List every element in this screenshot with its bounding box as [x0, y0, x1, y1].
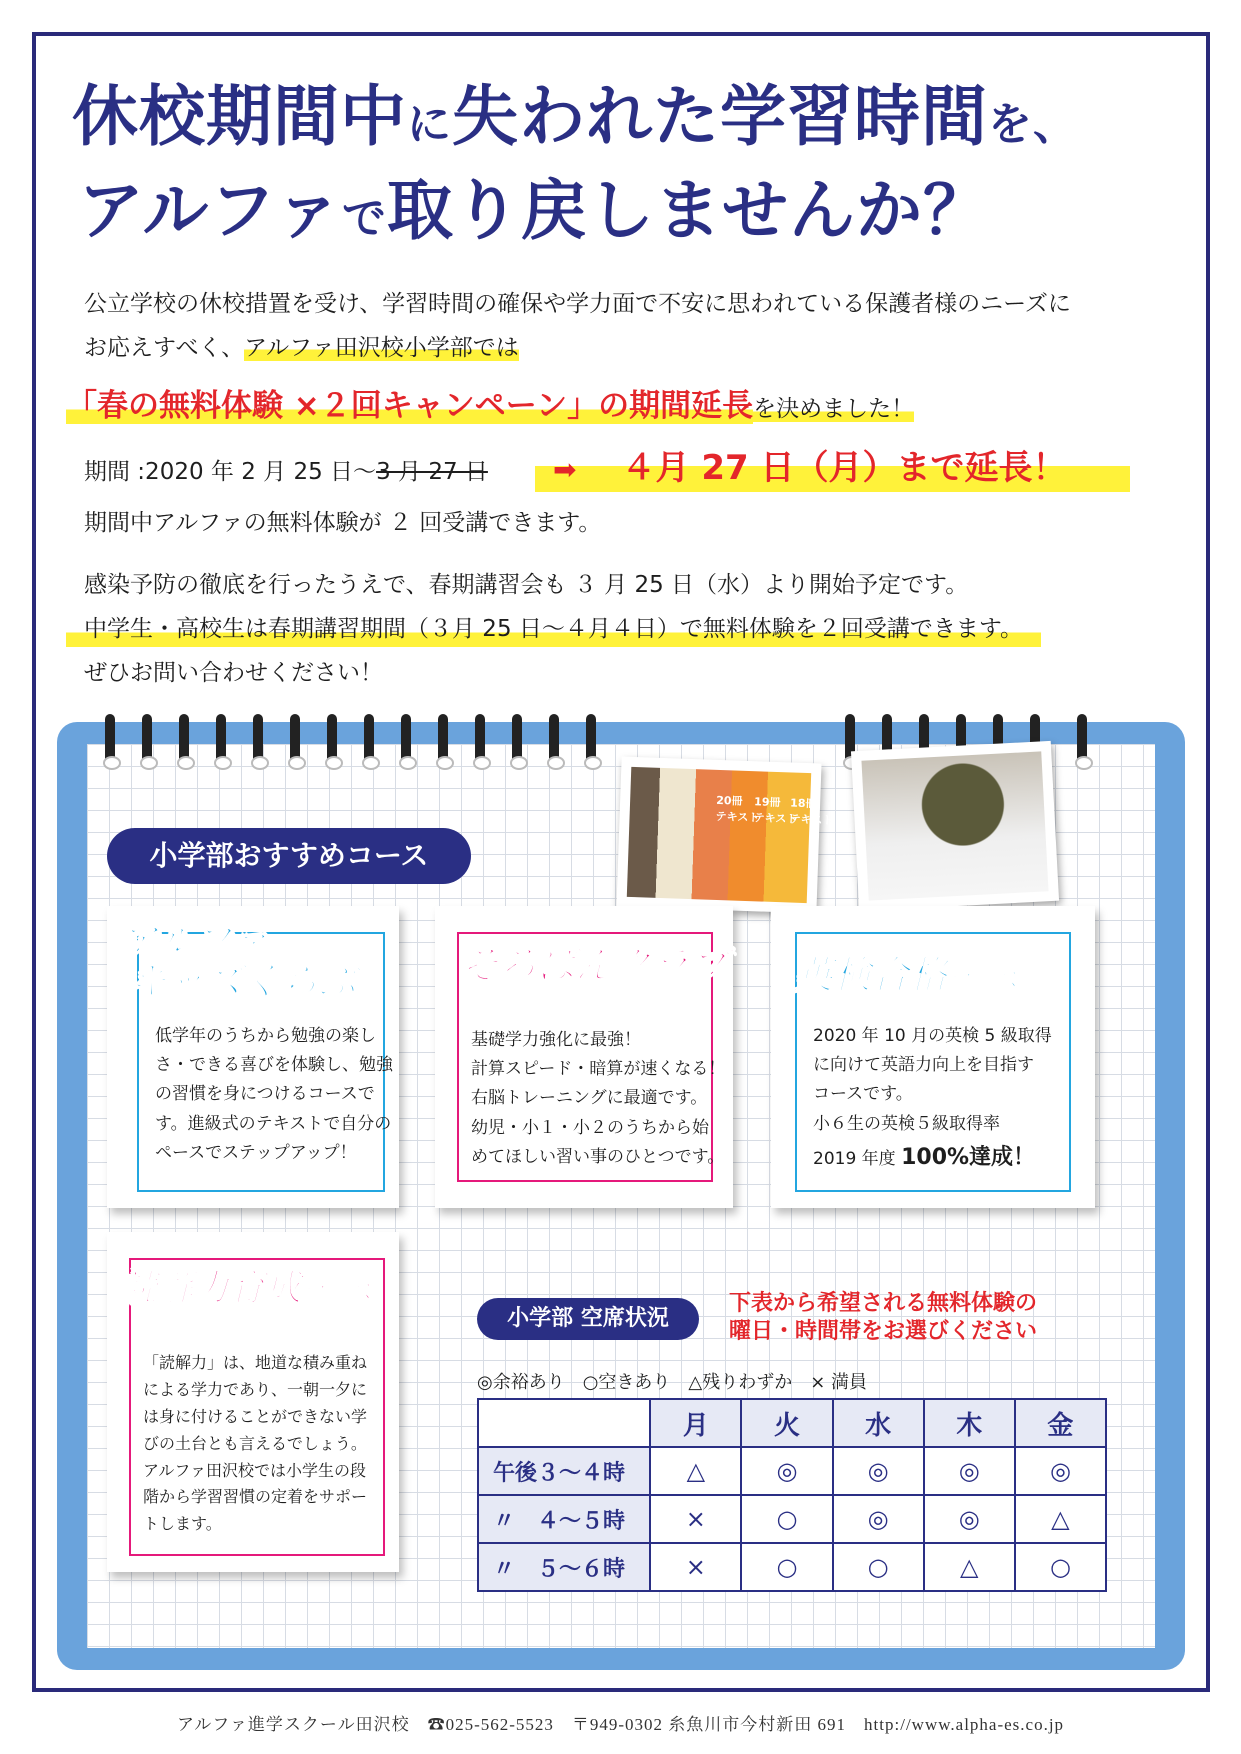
- intro-paragraph-3: 感染予防の徹底を行ったうえで、春期講習会も ３ 月 25 日（水）より開始予定です。: [84, 572, 969, 598]
- photo-student: [851, 741, 1059, 911]
- course-description: 基礎学力強化に最強！ 計算スピード・暗算が速くなる！ 右脳トレーニングに最適です。 幼児・小１・小２のうちから始 めてほしい習い事のひとつです。: [471, 1030, 726, 1167]
- spiral-ring: [142, 714, 152, 766]
- availability-cell: ×: [650, 1495, 741, 1543]
- intro-paragraph-4: 中学生・高校生は春期講習期間（３月 25 日〜４月４日）で無料体験を２回受講できます。: [66, 612, 1041, 647]
- spiral-ring: [364, 714, 374, 766]
- headline-segment: で: [342, 193, 388, 244]
- course-title-main: 英検合格: [795, 953, 948, 997]
- eiken-rate: 100%達成！: [901, 1144, 1036, 1170]
- spiral-ring: [586, 714, 596, 766]
- availability-cell: ×: [650, 1543, 741, 1591]
- spiral-ring: [105, 714, 115, 766]
- spiral-ring: [179, 714, 189, 766]
- course-title-line: アルファ: [119, 919, 269, 963]
- day-header: 火: [741, 1399, 832, 1447]
- period-label: 期間 :2020 年 2 月 25 日〜: [84, 459, 377, 485]
- headline-segment: に: [407, 99, 452, 150]
- time-slot-label: 〃 ５〜６時: [478, 1543, 650, 1591]
- availability-cell: ◎: [924, 1495, 1015, 1543]
- spiral-ring: [216, 714, 226, 766]
- footer-contact: アルファ進学スクール田沢校 ☎025-562-5523 〒949-0302 糸魚川市今村新田 691 http://www.alpha-es.co.jp: [176, 1715, 1065, 1734]
- day-header: 木: [924, 1399, 1015, 1447]
- schedule-legend: ◎余裕あり ○空きあり △残りわずか × 満員: [477, 1372, 868, 1393]
- headline-segment: 失われた学習時間: [452, 78, 988, 155]
- course-title: [795, 953, 1018, 997]
- period-line: [84, 455, 488, 490]
- arrow-icon: ➡: [553, 453, 577, 486]
- availability-cell: ○: [741, 1543, 832, 1591]
- availability-cell: ◎: [833, 1495, 924, 1543]
- intro-paragraph-1: 公立学校の休校措置を受け、学習時間の確保や学力面で不安に思われている保護者様のニーズに: [84, 291, 1071, 317]
- period-extension: [535, 440, 1130, 492]
- schedule-note-line: 曜日・時間帯をお選びください: [729, 1318, 1038, 1344]
- spiral-ring: [253, 714, 263, 766]
- schedule-table: [477, 1398, 1107, 1592]
- trial-note: 期間中アルファの無料体験が ２ 回受講できます。: [84, 510, 602, 536]
- headline-segment: 取り戻しませんか？: [387, 172, 991, 249]
- intro-paragraph-5: ぜひお問い合わせください！: [84, 660, 383, 686]
- section-title: 小学部おすすめコース: [107, 828, 471, 884]
- course-description: 「読解力」は、地道な積み重ね による学力であり、一朝一夕に は身に付けることができない学 びの土台とも言えるでしょう。 アルファ田沢校では小学生の段 階から学習習慣の定着をサポー トします。: [143, 1353, 368, 1534]
- headline-segment: を、: [988, 99, 1078, 150]
- availability-cell: △: [924, 1543, 1015, 1591]
- period-new-date: ４月 27 日（月）まで延長！: [621, 448, 1067, 488]
- schedule-row: [478, 1495, 1106, 1543]
- spiral-ring: [327, 714, 337, 766]
- course-card-soroban: [435, 906, 733, 1208]
- spiral-ring: [290, 714, 300, 766]
- spiral-ring: [401, 714, 411, 766]
- availability-cell: ◎: [833, 1447, 924, 1495]
- day-header: 水: [833, 1399, 924, 1447]
- textbook-label: 20冊 テキスト: [715, 793, 760, 825]
- schedule-corner: [478, 1399, 650, 1447]
- course-title: [121, 1270, 372, 1308]
- course-description: [813, 1022, 1052, 1177]
- headline-segment: 休校期間中: [72, 78, 407, 155]
- campaign-line: [66, 380, 914, 425]
- availability-cell: ○: [741, 1495, 832, 1543]
- photo-textbooks: [616, 757, 834, 914]
- period-old-date: 3 月 27 日: [376, 459, 488, 485]
- notebook-panel: [57, 722, 1185, 1670]
- schedule-header-row: [478, 1399, 1106, 1447]
- availability-cell: ◎: [924, 1447, 1015, 1495]
- availability-cell: △: [1015, 1495, 1106, 1543]
- course-title-main: 読解力育成: [121, 1268, 302, 1309]
- course-description-text: 2020 年 10 月の英検 5 級取得 に向けて英語力向上を目指す コースです。 小６生の英検５級取得率 2019 年度: [813, 1026, 1052, 1169]
- schedule-row: [478, 1543, 1106, 1591]
- availability-cell: ○: [1015, 1543, 1106, 1591]
- time-slot-label: 午後３〜４時: [478, 1447, 650, 1495]
- course-title: [119, 919, 357, 1003]
- school-highlight: アルファ田沢校小学部では: [244, 335, 519, 361]
- headline-line1: [72, 78, 1078, 155]
- availability-cell: ◎: [741, 1447, 832, 1495]
- availability-cell: △: [650, 1447, 741, 1495]
- headline-segment: アルファ: [78, 172, 343, 249]
- spiral-ring: [512, 714, 522, 766]
- course-card-eiken: [771, 906, 1095, 1208]
- schedule-row: [478, 1447, 1106, 1495]
- course-title-sub: コース: [301, 1278, 372, 1306]
- course-title-sub: コース: [947, 966, 1018, 994]
- day-header: 金: [1015, 1399, 1106, 1447]
- textbook-label: 18冊 テキスト: [789, 796, 834, 827]
- campaign-suffix: を決めました！: [753, 396, 915, 422]
- schedule-note-line: 下表から希望される無料体験の: [729, 1291, 1038, 1316]
- course-title: そろばんクラブ: [461, 943, 728, 987]
- campaign-title: 「春の無料体験 ×２回キャンペーン」の期間延長: [66, 388, 754, 424]
- course-description: 低学年のうちから勉強の楽し さ・できる喜びを体験し、勉強 の習慣を身につけるコースで す。進級式のテキストで自分の ペースでステップアップ！: [155, 1026, 393, 1163]
- schedule-pill: 小学部 空席状況: [477, 1298, 699, 1340]
- course-card-reading: [107, 1232, 399, 1572]
- spiral-ring: [475, 714, 485, 766]
- availability-cell: ◎: [1015, 1447, 1106, 1495]
- time-slot-label: 〃 ４〜５時: [478, 1495, 650, 1543]
- course-card-kids: [107, 906, 399, 1208]
- course-title-line: キッズくらぶ: [129, 958, 357, 1003]
- availability-cell: ○: [833, 1543, 924, 1591]
- day-header: 月: [650, 1399, 741, 1447]
- spiral-ring: [549, 714, 559, 766]
- schedule-note: [729, 1290, 1037, 1345]
- spiral-ring: [438, 714, 448, 766]
- textbook-label: 19冊 テキスト: [753, 795, 798, 826]
- intro-paragraph-2: お応えすべく、アルファ田沢校小学部では: [84, 335, 519, 361]
- headline-line2: [78, 172, 991, 249]
- spiral-ring: [1077, 714, 1087, 766]
